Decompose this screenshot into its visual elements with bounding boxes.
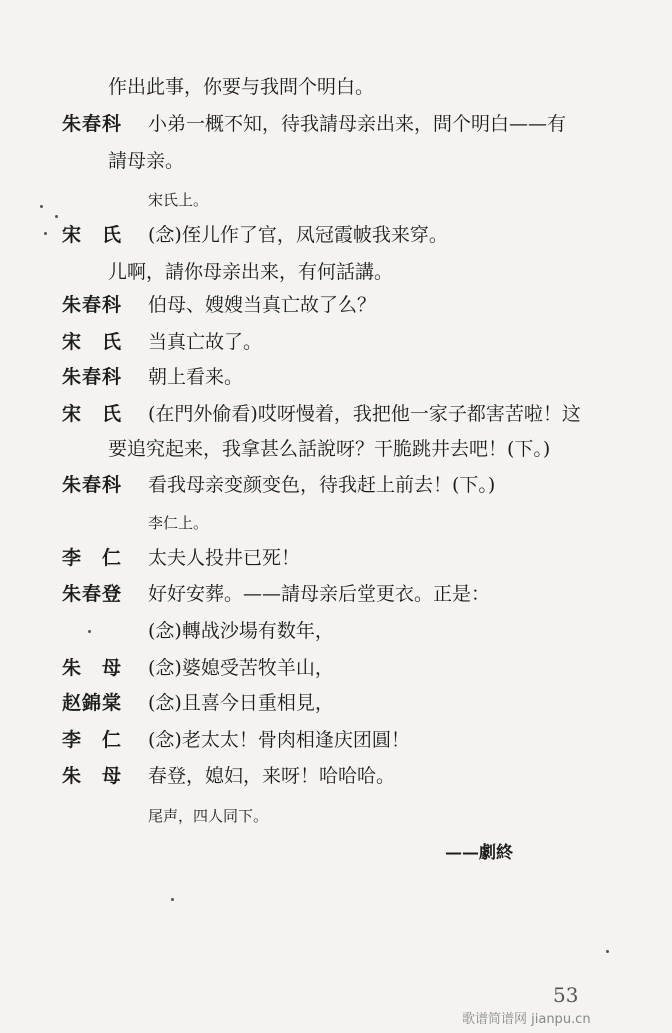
speech-text: 太夫人投井已死！ (148, 547, 301, 569)
print-speck (44, 232, 47, 235)
speaker-name: 朱春科 (62, 366, 123, 388)
stage-direction: 尾声，四人同下。 (148, 807, 269, 825)
end-mark: ——劇終 (445, 843, 513, 863)
speaker-name: 宋 氏 (62, 224, 123, 246)
speech-text: 小弟一概不知，待我請母亲出来，問个明白——有 (148, 113, 567, 135)
speech-text: (念)老太太！骨肉相逢庆团圓！ (148, 729, 410, 751)
speaker-name: 宋 氏 (62, 403, 123, 425)
continuation-line: 請母亲。 (108, 150, 185, 172)
continuation-line: 要追究起来，我拿甚么話說呀？干脆跳井去吧！(下。) (108, 438, 551, 460)
speaker-name: 朱 母 (62, 657, 123, 679)
speaker-name: 李 仁 (62, 729, 123, 751)
speaker-name: 朱春科 (62, 474, 123, 496)
speech-text: 好好安葬。——請母亲后堂更衣。正是： (148, 583, 491, 605)
speaker-name: 赵錦棠 (62, 692, 123, 714)
site-watermark: 歌谱简谱网 jianpu.cn (462, 1012, 591, 1027)
continuation-line: 作出此事，你要与我問个明白。 (108, 76, 375, 98)
speech-text: 伯母、嫂嫂当真亡故了么？ (148, 294, 377, 316)
print-speck (171, 898, 174, 901)
print-speck (55, 215, 58, 218)
page-number: 53 (553, 983, 579, 1007)
print-speck (88, 630, 91, 633)
speaker-name: 李 仁 (62, 547, 123, 569)
speaker-name: 朱春科 (62, 294, 123, 316)
speech-text: 春登，媳妇，来呀！哈哈哈。 (148, 765, 396, 787)
print-speck (40, 205, 43, 208)
speaker-name: 朱 母 (62, 765, 123, 787)
speech-text: (念)婆媳受苦牧羊山， (148, 657, 334, 679)
speaker-name: 朱春科 (62, 113, 123, 135)
print-speck (606, 950, 609, 953)
speech-text: (念)且喜今日重相見， (148, 692, 334, 714)
speech-text: 看我母亲变颜变色，待我赶上前去！(下。) (148, 474, 496, 496)
speech-text: (在門外偷看)哎呀慢着，我把他一家子都害苦啦！这 (148, 403, 581, 425)
continuation-line: 儿啊，請你母亲出来，有何話講。 (108, 261, 394, 283)
speech-text: 当真亡故了。 (148, 331, 263, 353)
speech-text: (念)轉战沙場有数年， (148, 620, 334, 642)
speech-text: (念)侄儿作了官，凤冠霞帔我来穿。 (148, 224, 448, 246)
speech-text: 朝上看来。 (148, 366, 244, 388)
speaker-name: 朱春登 (62, 583, 123, 605)
speaker-name: 宋 氏 (62, 331, 123, 353)
stage-direction: 李仁上。 (148, 514, 209, 532)
stage-direction: 宋氏上。 (148, 191, 209, 209)
